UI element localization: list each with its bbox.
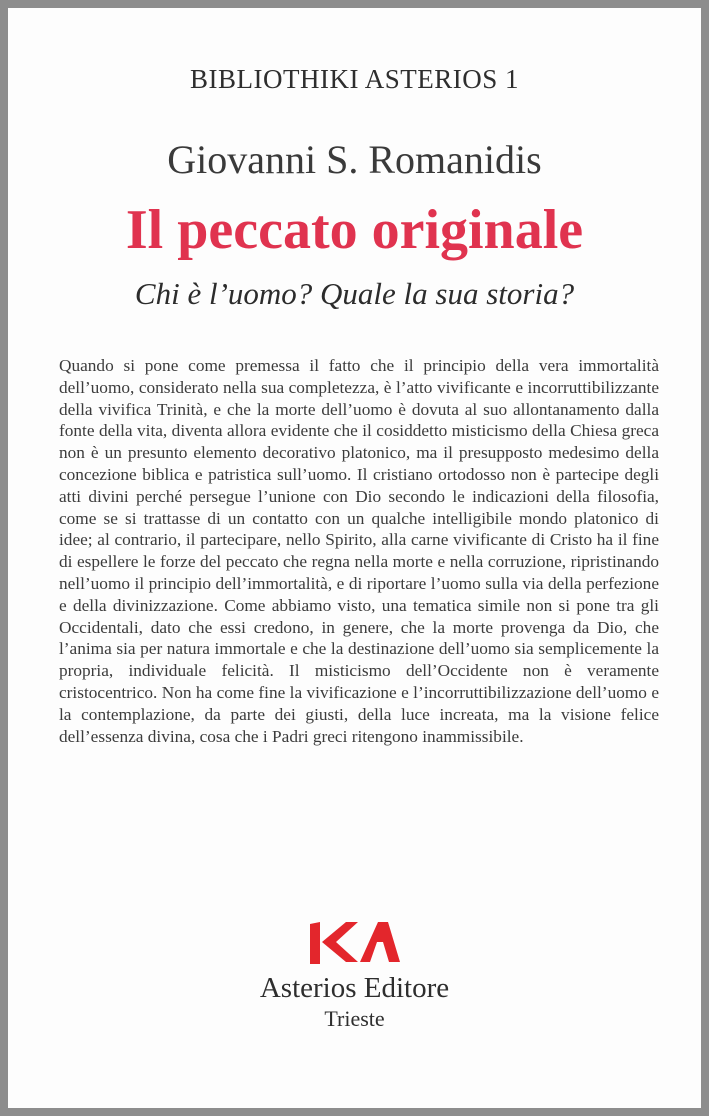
book-cover: [8, 8, 701, 1108]
author-name: Giovanni S. Romanidis: [167, 137, 542, 182]
back-cover-blurb: Quando si pone come premessa il fatto che il principio della vera immortalità dell’uomo, considerato nella sua completezza, è l’atto vivificante e incorruttibilizzante della vivifica Trinità, e che la morte dell’uomo è dovuta al suo allontanamento dalla fonte della vita, diventa allora evidente che il cosiddetto misticismo della Chiesa greca non è un presunto elemento decorativo platonico, ma il presupposto medesimo della concezione biblica e patristica sull’uomo. Il cristiano ortodosso non è partecipe degli atti divini perché persegue l’unione con Dio secondo le indicazioni della filosofia, come se si trattasse di un contatto con un qualche intelligibile mondo platonico di idee; al contrario, il partecipare, nello Spirito, alla carne vivificante di Cristo ha il fine di espellere le forze del peccato che regna nella morte e nella corruzione, ripristinando nell’uomo il principio dell’immortalità, e di riportare l’uomo sulla via della perfezione e della divinizzazione. Come abbiamo visto, una tematica simile non si pone tra gli Occidentali, dato che essi credono, in genere, che la morte provenga da Dio, che l’anima sia per natura immortale e che la destinazione dell’uomo sia semplicemente la propria, individuale felicità. Il misticismo dell’Occidente non è veramente cristocentrico. Non ha come fine la vivificazione e l’incorruttibilizzazione dell’uomo e la contemplazione, da parte dei giusti, della luce increata, ma la visione felice dell’essenza divina, cosa che i Padri greci ritengono inammissibile.: [59, 356, 659, 746]
book-title: Il peccato originale: [125, 199, 584, 261]
book-subtitle: Chi è l’uomo? Quale la sua storia?: [134, 276, 575, 311]
series-name: BIBLIOTHIKI ASTERIOS 1: [190, 64, 519, 94]
publisher-city: Trieste: [324, 1006, 385, 1031]
asterios-logo-icon: [306, 918, 402, 966]
publisher-name: Asterios Editore: [259, 972, 450, 1004]
